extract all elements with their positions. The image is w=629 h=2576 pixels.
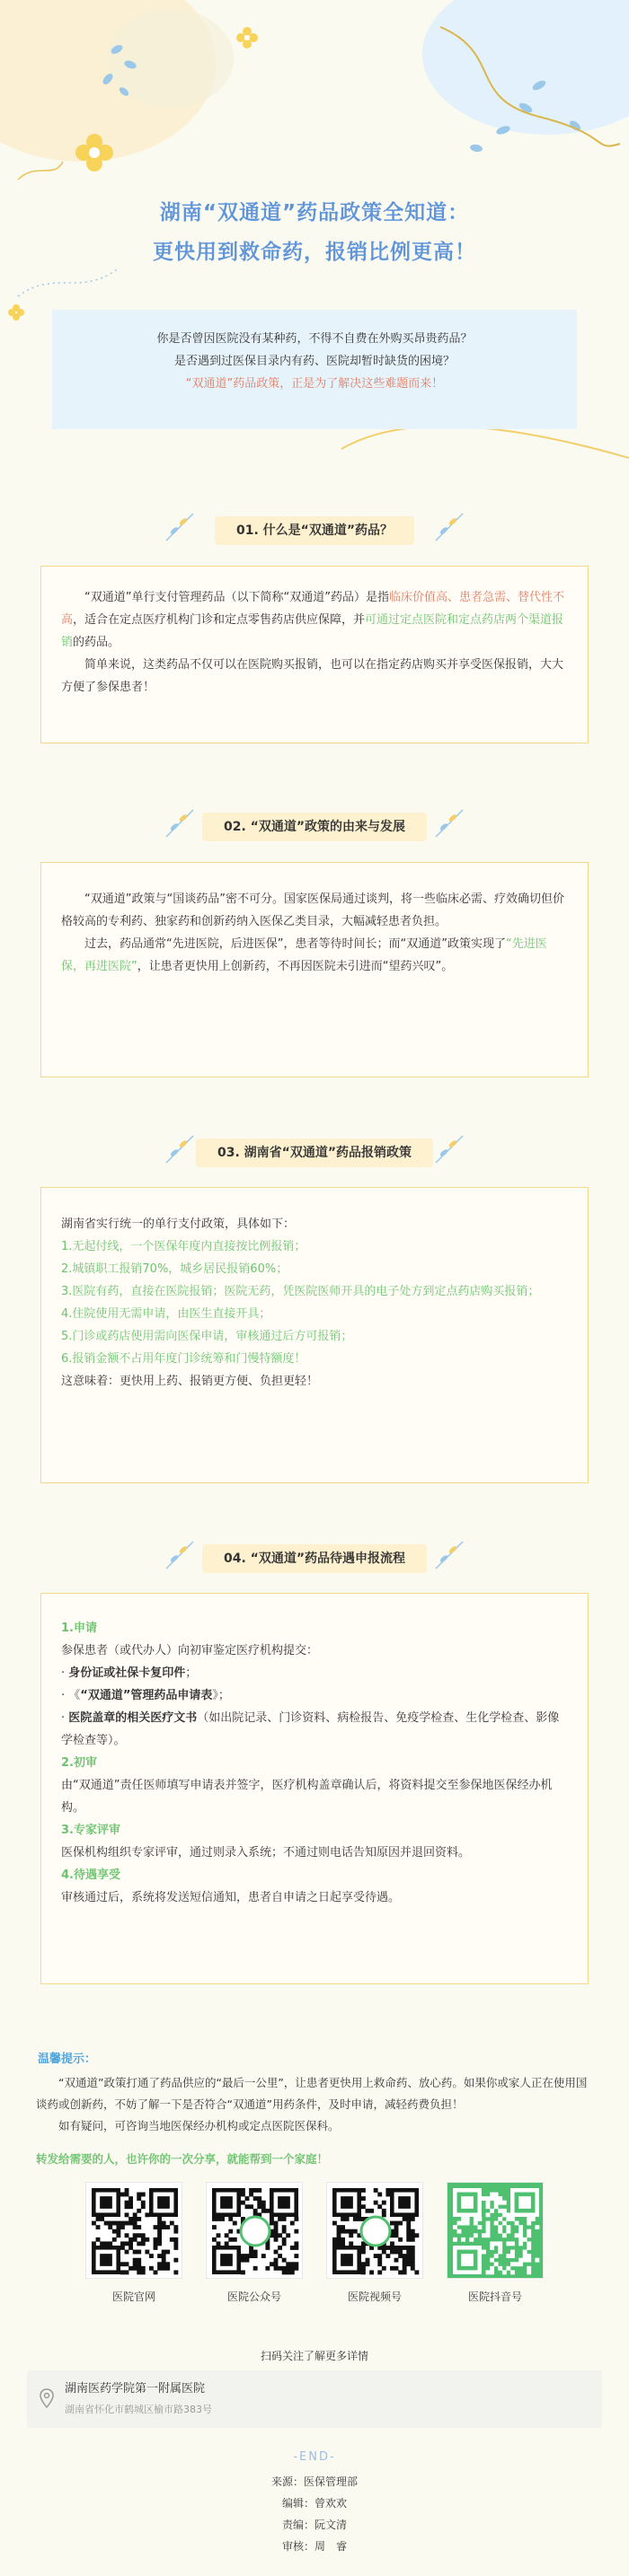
sprig-icon [162, 805, 198, 841]
location-name: 湖南医药学院第一附属医院 [65, 2382, 206, 2396]
tips-title: 温馨提示： [38, 2053, 97, 2066]
qr-code-row [85, 2182, 544, 2307]
step-text: 参保患者（或代办人）向初审鉴定医疗机构提交： [61, 1644, 319, 1657]
scan-prompt: 扫码关注了解更多详情 [260, 2350, 368, 2362]
origin-paragraph: “双通道”政策与“国谈药品”密不可分。国家医保局通过谈判，将一些临床必需、疗效确切但价格较高的专利药、独家药和创新药纳入医保乙类目录，大幅减轻患者负担。 [61, 892, 564, 928]
policy-item: 6.报销金额不占用年度门诊统筹和门慢特额度！ [61, 1352, 306, 1366]
qr-code-image [85, 2182, 182, 2279]
policy-item: 5.门诊或药店使用需向医保申请，审核通过后方可报销； [61, 1330, 353, 1343]
sprig-icon [162, 1537, 198, 1573]
document-item: · 医院盖章的相关医疗文书（如出院记录、门诊资料、病检报告、免疫学检查、生化学检查、影像学检查等）。 [61, 1711, 560, 1747]
step-title: 1.申请 [61, 1622, 97, 1635]
sprig-icon [162, 509, 198, 545]
policy-item: 2.城镇职工报销70%，城乡居民报销60%； [61, 1262, 288, 1276]
section-heading-label: 04. “双通道”药品待遇申报流程 [202, 1544, 427, 1573]
section-heading-1 [0, 509, 629, 550]
article-title [0, 193, 629, 272]
credit-source: 来源：医保管理部 [270, 2475, 358, 2488]
section-card-4 [40, 1593, 589, 1984]
section-heading-label: 02. “双通道”政策的由来与发展 [202, 813, 427, 841]
section-heading-3 [0, 1131, 629, 1173]
sprig-icon [431, 1131, 467, 1167]
sprig-icon [431, 1537, 467, 1573]
qr-code-website[interactable] [85, 2182, 182, 2307]
credit-editor-in-charge: 责编：阮文清 [281, 2519, 347, 2531]
intro-question-2: 是否遇到过医保目录内有药、医院却暂时缺货的困境？ [173, 355, 455, 368]
credit-editor: 编辑：曾欢欢 [281, 2497, 347, 2510]
section-card-3 [40, 1187, 589, 1483]
summary-paragraph: 简单来说，这类药品不仅可以在医院购买报销，也可以在指定药店购买并享受医保报销，大大方便了参保患者！ [61, 658, 564, 694]
end-marker: -END- [293, 2450, 336, 2464]
development-paragraph: 过去，药品通常“先进医院，后进医保”，患者等待时间长；而“双通道”政策实现了“先进医保，再进医院”，让患者更快用上创新药，不再因医院未引进而“望药兴叹”。 [61, 937, 547, 973]
section-heading-label: 03. 湖南省“双通道”药品报销政策 [196, 1139, 433, 1167]
step-text: 审核通过后，系统将发送短信通知，患者自申请之日起享受待遇。 [61, 1891, 401, 1904]
document-item: · 身份证或社保卡复印件； [61, 1666, 198, 1680]
document-item: · 《“双通道”管理药品申请表》； [61, 1689, 230, 1702]
step-title: 4.待遇享受 [61, 1868, 120, 1882]
definition-paragraph: “双通道”单行支付管理药品（以下简称“双通道”药品）是指临床价值高、患者急需、替代性不高，适合在定点医疗机构门诊和定点零售药店供应保障，并可通过定点医院和定点药店两个渠道报销的药品。 [61, 591, 564, 649]
step-title: 2.初审 [61, 1756, 97, 1770]
qr-code-image [326, 2182, 423, 2279]
location-card[interactable] [27, 2370, 602, 2428]
qr-code-image [206, 2182, 303, 2279]
section-heading-2 [0, 805, 629, 847]
qr-code-label: 医院官网 [111, 2290, 155, 2303]
qr-code-label: 医院公众号 [226, 2290, 281, 2303]
hero-banner [0, 0, 629, 485]
qr-code-image [447, 2182, 544, 2279]
sprig-icon [431, 509, 467, 545]
title-line-2: 更快用到救命药，报销比例更高！ [153, 241, 476, 264]
intro-answer: “双通道”药品政策，正是为了解决这些难题而来！ [185, 377, 444, 391]
qr-code-label: 医院视频号 [347, 2290, 402, 2303]
tips-paragraph: 如有疑问，可咨询当地医保经办机构或定点医院医保科。 [58, 2119, 340, 2132]
location-pin-icon [40, 2388, 54, 2408]
policy-lead: 湖南省实行统一的单行支付政策，具体如下： [61, 1218, 296, 1231]
step-text: 医保机构组织专家评审，通过则录入系统；不通过则电话告知原因并退回资料。 [61, 1846, 471, 1859]
policy-item: 4.住院使用无需申请，由医生直接开具； [61, 1307, 271, 1321]
tips-paragraph: “双通道”政策打通了药品供应的“最后一公里”，让患者更快用上救命药、放心药。如果你或家人正在使用国谈药或创新药，不妨了解一下是否符合“双通道”用药条件，及时申请，减轻药费负担！ [36, 2076, 588, 2111]
intro-question-1: 你是否曾因医院没有某种药，不得不自费在外购买昂贵药品？ [156, 332, 473, 346]
qr-code-douyin[interactable] [447, 2182, 544, 2307]
flower-icon [75, 134, 113, 171]
policy-item: 3.医院有药，直接在医院报销；医院无药，凭医院医师开具的电子处方到定点药店购买报销； [61, 1285, 540, 1298]
title-line-1: 湖南“双通道”药品政策全知道： [159, 201, 470, 224]
credit-reviewer: 审核：周 睿 [281, 2540, 347, 2553]
credits [0, 2471, 629, 2557]
section-heading-label: 01. 什么是“双通道”药品？ [215, 516, 414, 545]
policy-summary: 这意味着：更快用上药、报销更方便、负担更轻！ [61, 1375, 319, 1388]
section-card-1 [40, 566, 589, 743]
section-card-2 [40, 862, 589, 1077]
intro-box [52, 310, 577, 429]
qr-code-label: 医院抖音号 [467, 2290, 522, 2303]
tips-text [36, 2072, 593, 2137]
flower-icon [8, 304, 24, 321]
step-title: 3.专家评审 [61, 1824, 120, 1837]
sprig-icon [431, 805, 467, 841]
flower-icon [236, 27, 258, 48]
qr-code-official-account[interactable] [206, 2182, 303, 2307]
share-prompt: 转发给需要的人，也许你的一次分享，就能帮到一个家庭！ [36, 2152, 329, 2166]
sprig-icon [162, 1131, 198, 1167]
location-address: 湖南省怀化市鹤城区榆市路383号 [65, 2404, 212, 2415]
policy-list [61, 1235, 568, 1370]
policy-item: 1.无起付线，一个医保年度内直接按比例报销； [61, 1240, 306, 1253]
step-text: 由“双通道”责任医师填写申请表并签字，医疗机构盖章确认后，将资料提交至参保地医保经办机构。 [61, 1779, 553, 1815]
qr-code-video-channel[interactable] [326, 2182, 423, 2307]
section-heading-4 [0, 1537, 629, 1578]
